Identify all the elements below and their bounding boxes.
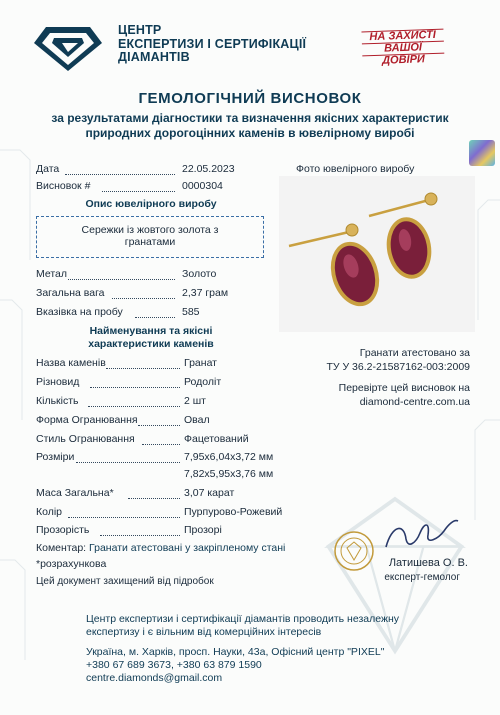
stones-title-line-1: Найменування та якісні xyxy=(89,325,213,337)
footer-phones: +380 67 689 3673, +380 63 879 1590 xyxy=(86,659,262,671)
photo-label: Фото ювелірного виробу xyxy=(296,163,415,175)
hallmark-row xyxy=(36,306,123,318)
cut-style-row xyxy=(36,433,135,445)
total-weight-value: 2,37 грам xyxy=(182,287,229,299)
conclusion-number-value: 0000304 xyxy=(182,180,223,192)
metal-row xyxy=(36,268,67,280)
divider xyxy=(112,298,175,299)
variety-label: Різновид xyxy=(36,376,80,388)
quantity-label: Кількість xyxy=(36,395,79,407)
divider xyxy=(88,406,180,407)
color-value: Пурпурово-Рожевий xyxy=(184,506,283,518)
org-line-3: ДІАМАНТІВ xyxy=(118,50,190,64)
divider xyxy=(68,279,175,280)
divider xyxy=(65,174,175,175)
cut-shape-value: Овал xyxy=(184,414,210,426)
organization-name xyxy=(118,24,306,65)
metal-label: Метал xyxy=(36,268,68,280)
total-weight-label: Загальна вага xyxy=(36,287,105,299)
date-row xyxy=(36,163,59,175)
trust-stamp xyxy=(361,27,444,66)
expert-name: Латишева О. В. xyxy=(388,557,468,569)
date-label: Дата xyxy=(36,163,60,175)
divider xyxy=(90,387,180,388)
stone-name-row xyxy=(36,357,106,369)
item-description-line-1: Сережки із жовтого золота з xyxy=(81,224,219,236)
dimensions-value-1: 7,95x6,04x3,72 мм xyxy=(184,451,274,463)
conclusion-number-row xyxy=(36,180,90,192)
attestation-standard: ТУ У 36.2-21587162-003:2009 xyxy=(326,361,470,373)
hallmark-value: 585 xyxy=(182,306,200,318)
variety-value: Родоліт xyxy=(184,376,222,388)
expert-role: експерт-гемолог xyxy=(384,572,460,583)
item-section-title: Опис ювелірного виробу xyxy=(85,198,217,210)
footer-statement-line-2: експертизу і є вільним від комерційних інтересів xyxy=(86,626,322,638)
seal-icon xyxy=(333,530,375,572)
stones-section-title xyxy=(36,325,266,351)
total-weight-row xyxy=(36,287,105,299)
document-title: ГЕМОЛОГІЧНИЙ ВИСНОВОК xyxy=(138,90,362,107)
divider xyxy=(142,444,180,445)
metal-value: Золото xyxy=(182,268,217,280)
comment-label: Коментар: xyxy=(36,542,87,554)
signature-icon xyxy=(382,515,462,555)
color-row xyxy=(36,506,62,518)
divider xyxy=(102,191,175,192)
estimated-note: *розрахункова xyxy=(36,558,107,570)
comment-text: Гранати атестовані у закріпленому стані xyxy=(89,542,286,554)
org-line-1: ЦЕНТР xyxy=(118,23,162,37)
earrings-photo xyxy=(279,176,475,332)
total-mass-row xyxy=(36,487,114,499)
subtitle-line-2: природних дорогоцінних каменів в ювелірному виробі xyxy=(85,126,415,140)
cut-style-label: Стиль Огранювання xyxy=(36,433,135,445)
cut-shape-label: Форма Огранювання xyxy=(36,414,138,426)
divider xyxy=(128,498,180,499)
dimensions-label: Розміри xyxy=(36,451,75,463)
footer-email[interactable]: centre.diamonds@gmail.com xyxy=(86,672,223,684)
conclusion-number-label: Висновок # xyxy=(36,180,91,192)
clarity-label: Прозорість xyxy=(36,524,90,536)
comment-row xyxy=(36,542,285,554)
divider xyxy=(138,425,180,426)
diamond-logo-icon xyxy=(32,25,104,73)
cut-style-value: Фацетований xyxy=(184,433,249,445)
color-label: Колір xyxy=(36,506,63,518)
cut-shape-row xyxy=(36,414,138,426)
clarity-row xyxy=(36,524,89,536)
divider xyxy=(135,317,175,318)
date-value: 22.05.2023 xyxy=(182,163,235,175)
quantity-value: 2 шт xyxy=(184,395,206,407)
divider xyxy=(76,462,180,463)
footer-address: Україна, м. Харків, просп. Науки, 43а, Офісний центр "PIXEL" xyxy=(86,646,385,658)
hologram-icon xyxy=(469,140,495,166)
stamp-line-3: ДОВІРИ xyxy=(362,53,444,68)
stone-name-value: Гранат xyxy=(184,357,217,369)
verify-website-link[interactable]: diamond-centre.com.ua xyxy=(359,396,470,408)
divider xyxy=(100,535,180,536)
clarity-value: Прозорі xyxy=(184,524,222,536)
subtitle-line-1: за результатами діагностики та визначення якісних характеристик xyxy=(51,111,449,125)
verify-text: Перевірте цей висновок на xyxy=(338,382,470,394)
footer-statement-line-1: Центр експертизи і сертифікації діамантів проводить незалежну xyxy=(86,613,400,625)
total-mass-value: 3,07 карат xyxy=(184,487,235,499)
stamp-line-2: ВАШОЇ xyxy=(383,41,423,55)
stone-name-label: Назва каменів xyxy=(36,357,106,369)
divider xyxy=(106,368,180,369)
attestation-line-1: Гранати атестовано за xyxy=(359,347,470,359)
item-description-box xyxy=(36,216,264,258)
stones-title-line-2: характеристики каменів xyxy=(88,338,214,350)
document-subtitle xyxy=(0,111,500,141)
hallmark-label: Вказівка на пробу xyxy=(36,306,123,318)
item-description-line-2: гранатами xyxy=(124,236,176,248)
org-line-2: ЕКСПЕРТИЗИ І СЕРТИФІКАЦІЇ xyxy=(118,36,307,51)
divider xyxy=(68,517,180,518)
total-mass-label: Маса Загальна* xyxy=(36,487,114,499)
variety-row xyxy=(36,376,79,388)
stamp-line-1: НА ЗАХИСТІ xyxy=(361,29,443,45)
quantity-row xyxy=(36,395,79,407)
dimensions-value-2: 7,82x5,95x3,76 мм xyxy=(184,468,274,480)
dimensions-row xyxy=(36,451,74,463)
item-description xyxy=(37,224,263,248)
protection-note: Цей документ захищений від підробок xyxy=(36,576,214,587)
